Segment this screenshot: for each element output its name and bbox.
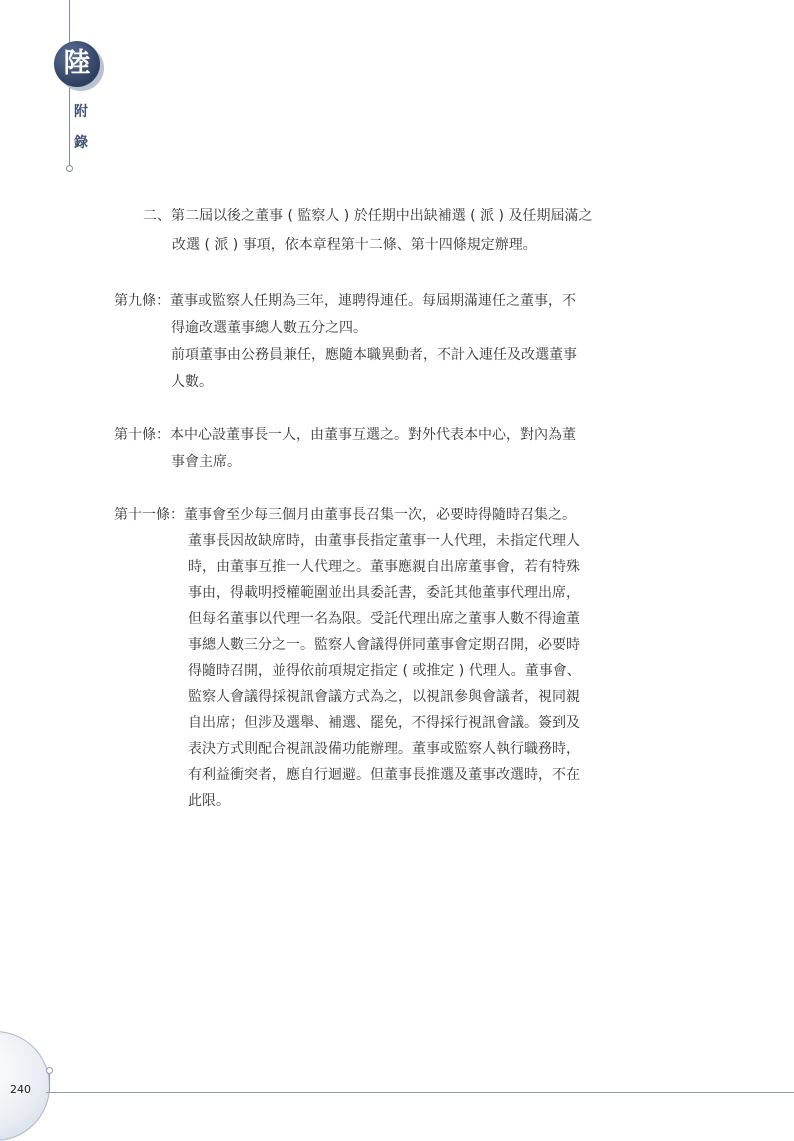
paragraph-line: 但每名董事以代理一名為限。受託代理出席之董事人數不得逾董 xyxy=(188,611,580,627)
paragraph-line: 自出席；但涉及選舉、補選、罷免，不得採行視訊會議。簽到及 xyxy=(188,715,580,731)
paragraph-line: 得逾改選董事總人數五分之四。 xyxy=(171,320,367,336)
footer-rule-stem xyxy=(49,1072,50,1092)
paragraph-line: 二、第二屆以後之董事 ( 監察人 ) 於任期中出缺補選 ( 派 ) 及任期屆滿之 xyxy=(143,208,593,224)
footer-rule-line xyxy=(46,1092,794,1093)
paragraph-line: 董事長因故缺席時，由董事長指定董事一人代理，未指定代理人 xyxy=(188,533,580,549)
section-label-char-2: 錄 xyxy=(74,135,88,151)
page-number: 240 xyxy=(10,1083,31,1096)
paragraph-line: 前項董事由公務員兼任，應隨本職異動者，不計入連任及改選董事 xyxy=(171,347,577,363)
paragraph-line: 表決方式則配合視訊設備功能辦理。董事或監察人執行職務時， xyxy=(188,741,580,757)
article-11-heading-line: 第十一條：董事會至少每三個月由董事長召集一次，必要時得隨時召集之。 xyxy=(114,507,576,523)
article-10-heading-line: 第十條：本中心設董事長一人，由董事互選之。對外代表本中心，對內為董 xyxy=(114,427,576,443)
paragraph-line: 事總人數三分之一。監察人會議得併同董事會定期召開，必要時 xyxy=(188,637,580,653)
paragraph-line: 改選 ( 派 ) 事項，依本章程第十二條、第十四條規定辦理。 xyxy=(172,237,537,253)
paragraph-line: 監察人會議得採視訊會議方式為之，以視訊參與會議者，視同親 xyxy=(188,689,580,705)
paragraph-line: 時，由董事互推一人代理之。董事應親自出席董事會，若有特殊 xyxy=(188,559,580,575)
paragraph-line: 得隨時召開，並得依前項規定指定 ( 或推定 ) 代理人。董事會、 xyxy=(188,663,581,679)
footer-rule-dot xyxy=(46,1067,53,1074)
paragraph-line: 事由，得載明授權範圍並出具委託書，委託其他董事代理出席， xyxy=(188,585,580,601)
article-9-heading-line: 第九條：董事或監察人任期為三年，連聘得連任。每屆期滿連任之董事，不 xyxy=(114,293,576,309)
paragraph-line: 人數。 xyxy=(171,374,213,390)
paragraph-line: 此限。 xyxy=(188,793,230,809)
section-label-char-1: 附 xyxy=(74,104,88,120)
paragraph-line: 有利益衝突者，應自行迴避。但董事長推選及董事改選時，不在 xyxy=(188,767,580,783)
chapter-rule-dot xyxy=(66,165,73,172)
chapter-badge: 陸 xyxy=(54,41,100,87)
paragraph-line: 事會主席。 xyxy=(171,454,241,470)
